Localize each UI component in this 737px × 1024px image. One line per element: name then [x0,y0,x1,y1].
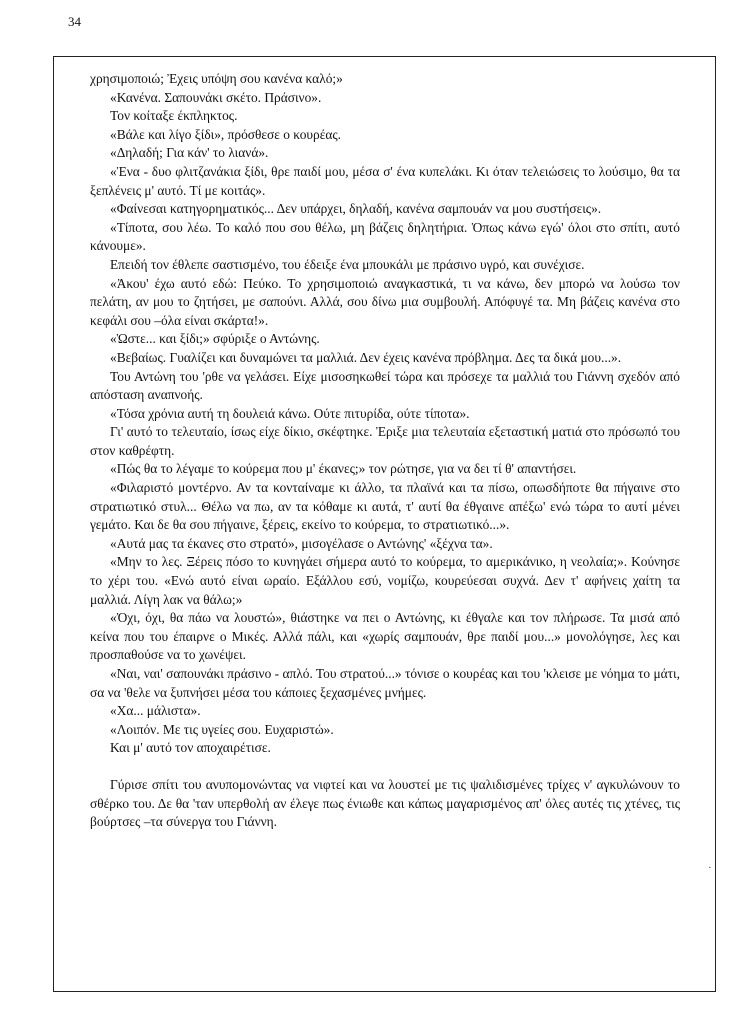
paragraph: «Ὡστε... και ξίδι;» σφύριξε ο Αντώνης. [110,331,320,347]
paragraph: «Βάλε και λίγο ξίδι», πρόσθεσε ο κουρέας. [110,126,342,142]
paragraph: «Αυτά μας τα έκανες στο στρατό», μισογέλασε ο Αντώνης' «ξέχνα τα». [110,535,493,551]
paragraph: «Τόσα χρόνια αυτή τη δουλειά κάνω. Ούτε πιτυρίδα, ούτε τίποτα». [110,405,470,421]
body-text [90,70,680,832]
paragraph: Γι' αυτό το τελευταίο, ίσως είχε δίκιο, σκέφτηκε. Ἐριξε μια τελευταία εξεταστική ματιά στο πρόσωπό του στον καθρέφτη. [90,424,680,458]
paragraph: Και μ' αυτό τον αποχαιρέτισε. [110,740,271,756]
paragraph: «Ὀχι, όχι, θα πάω να λουστώ», θιάστηκε να πει ο Αντώνης, κι έθγαλε και τον πλήρωσε. Τα μισά από κείνα που του έπαιρνε ο Μικές. Αλλά πάλι, και «χωρίς σαμπουάν, θρε παιδί μου...» μονολόγησε, λες και προσπαθούσε να το χωνέψει. [90,610,680,663]
paragraph: χρησιμοποιώ; Ἐχεις υπόψη σου κανένα καλό;» [90,71,343,86]
margin-mark: · [708,862,712,874]
page-number: 34 [68,14,81,29]
paragraph: «Ἀκου' έχω αυτό εδώ: Πεύκο. Το χρησιμοποιώ αναγκαστικά, τι να κάνω, δεν μπορώ να λούσω τον πελάτη, αν μου το ζητήσει, με σαπούνι. Αλλά, σου δίνω μια συμβουλή. Απόφυγέ τα. Μη βάζεις κανένα στο κεφάλι σου –όλα είναι σκάρτα!». [90,275,680,328]
paragraph: Γύρισε σπίτι του ανυπομονώντας να νιφτεί και να λουστεί με τις ψαλιδισμένες τρίχες ν' αγκυλώνουν το σθέρκο του. Δε θα 'ταν υπερθολή αν έλεγε πως ένιωθε και κάπως μαγαρισμένος απ' όλες αυτές τις χτένες, τις βούρτσες –τα σύνεργα του Γιάννη. [90,776,680,830]
paragraph: «Φαίνεσαι κατηγορηματικός... Δεν υπάρχει, δηλαδή, κανένα σαμπουάν να μου συστήσεις». [110,201,602,217]
paragraph: «Δηλαδή; Για κάν' το λιανά». [110,145,269,161]
paragraph: «Βεβαίως. Γυαλίζει και δυναμώνει τα μαλλιά. Δεν έχεις κανένα πρόβλημα. Δες τα δικά μου...». [110,349,622,365]
paragraph: «Λοιπόν. Με τις υγείες σου. Ευχαριστώ». [110,721,334,737]
paragraph: «Ναι, ναι' σαπουνάκι πράσινο - απλό. Του στρατού...» τόνισε ο κουρέας και του 'κλεισε με νόημα το μάτι, σα να 'θελε να ξυπνήσει μέσα του κάποιες ξεχασμένες μνήμες. [90,666,680,700]
paragraph: «Πώς θα το λέγαμε το κούρεμα που μ' έκανες;» τον ρώτησε, για να δει τί θ' απαντήσει. [110,461,577,477]
paragraph: «Φιλαριστό μοντέρνο. Αν τα κονταίναμε κι άλλο, τα πλαϊνά και τα πίσω, οπωσδήποτε θα πήγαινε στο στρατιωτικό στυλ... Θέλω να πω, αν τα κόθαμε κι αυτά, τ' αυτί θα έθγαινε απέξω' ενώ τώρα το αυτί μένει γεμάτο. Και δε θα σου πήγαινε, ξέρεις, εκείνο το κούρεμα, το στρατιωτικό...». [90,480,680,533]
paragraph: «Κανένα. Σαπουνάκι σκέτο. Πράσινο». [110,89,322,105]
paragraph: Του Αντώνη του 'ρθε να γελάσει. Είχε μισοσηκωθεί τώρα και πρόσεχε τα μαλλιά του Γιάννη σχεδόν από απόσταση αναπνοής. [90,368,680,403]
paragraph: «Ἐνα - δυο φλιτζανάκια ξίδι, θρε παιδί μου, μέσα σ' ένα κυπελάκι. Κι όταν τελειώσεις το λούσιμο, θα τα ξεπλένεις μ' αυτό. Τί με κοιτάς». [90,163,680,198]
paragraph: Επειδή τον έθλεπε σαστισμένο, του έδειξε ένα μπουκάλι με πράσινο υγρό, και συνέχισε. [110,256,585,272]
paragraph: «Χα... μάλιστα». [110,703,201,719]
paragraph: «Τίποτα, σου λέω. Το καλό που σου θέλω, μη βάζεις δηλητήρια. Ὁπως κάνω εγώ' όλοι στο σπίτι, αυτό κάνουμε». [90,219,680,254]
paragraph: Τον κοίταξε έκπληκτος. [110,108,238,124]
paragraph: «Μην το λες. Ξέρεις πόσο το κυνηγάει σήμερα αυτό το κούρεμα, το αμερικάνικο, η νεολαία;». Κούνησε το χέρι του. «Ενώ αυτό είναι ωραίο. Εξάλλου εσύ, νομίζω, κουρεύεσαι συχνά. Δεν τ' αφήνεις χαίτη τα μαλλιά. Λίγη λακ να θάλω;» [90,554,680,607]
